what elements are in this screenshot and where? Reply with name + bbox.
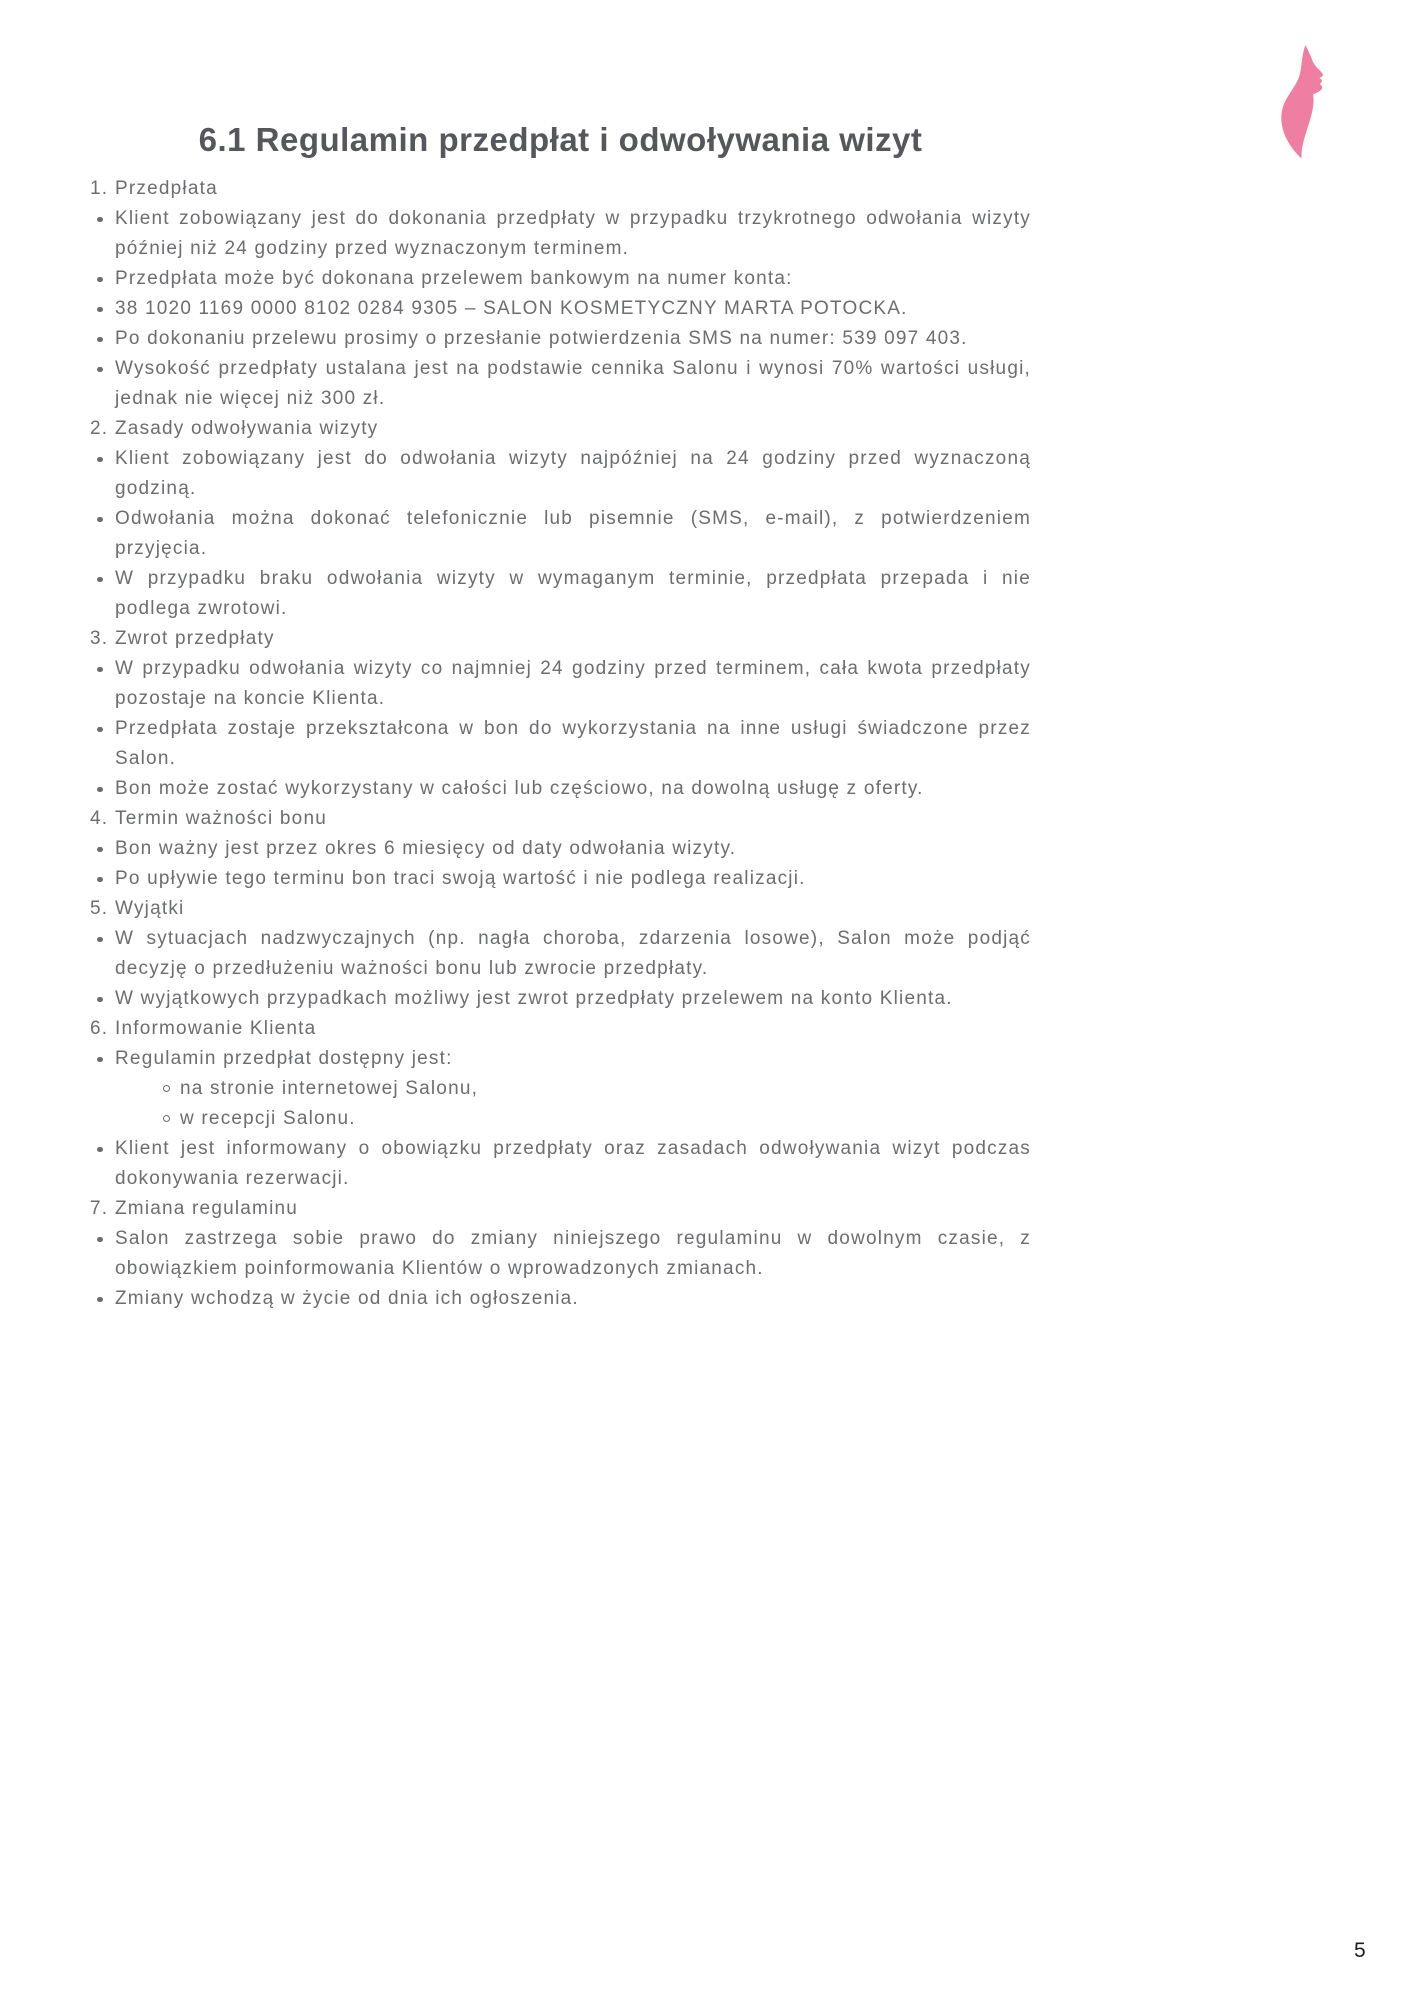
section-title: Przedpłata (115, 178, 218, 199)
bullet-item (90, 564, 1031, 624)
regulations-list (90, 174, 1031, 1314)
bullet-text: Odwołania można dokonać telefonicznie lub pisemnie (SMS, e-mail), z potwierdzeniem przyjęcia. (115, 508, 1031, 559)
bullet-text: W wyjątkowych przypadkach możliwy jest zwrot przedpłaty przelewem na konto Klienta. (115, 988, 953, 1009)
bullet-text: W sytuacjach nadzwyczajnych (np. nagła choroba, zdarzenia losowe), Salon może podjąć decyzję o przedłużeniu ważności bonu lub zwrocie przedpłaty. (115, 928, 1031, 979)
bullet-text: Wysokość przedpłaty ustalana jest na podstawie cennika Salonu i wynosi 70% wartości usługi, jednak nie więcej niż 300 zł. (115, 358, 1031, 409)
page-number: 5 (1354, 1939, 1367, 1962)
circle-bullet-icon (160, 1074, 180, 1104)
bullet-text: Klient jest informowany o obowiązku przedpłaty oraz zasadach odwoływania wizyt podczas dokonywania rezerwacji. (115, 1138, 1031, 1189)
bullet-dot-icon (90, 294, 115, 324)
section-title: Informowanie Klienta (115, 1018, 317, 1039)
bullet-text: Klient zobowiązany jest do dokonania przedpłaty w przypadku trzykrotnego odwołania wizyty później niż 24 godziny przed wyznaczonym terminem. (115, 208, 1031, 259)
bullet-item (90, 1044, 1031, 1074)
section-title: Termin ważności bonu (115, 808, 327, 829)
bullet-dot-icon (90, 1044, 115, 1074)
bullet-dot-icon (90, 834, 115, 864)
bullet-item (90, 264, 1031, 294)
bullet-dot-icon (90, 504, 115, 564)
bullet-dot-icon (90, 984, 115, 1014)
section-number: 5. (90, 898, 109, 919)
sub-bullet-item (160, 1074, 1031, 1104)
bullet-item (90, 714, 1031, 774)
bullet-text: Zmiany wchodzą w życie od dnia ich ogłoszenia. (115, 1288, 579, 1309)
bullet-dot-icon (90, 1134, 115, 1194)
bullet-text: Klient zobowiązany jest do odwołania wizyty najpóźniej na 24 godziny przed wyznaczoną godziną. (115, 448, 1031, 499)
bullet-text: Przedpłata może być dokonana przelewem bankowym na numer konta: (115, 268, 793, 289)
page-title: 6.1 Regulamin przedpłat i odwoływania wizyt (198, 121, 923, 158)
bullet-item (90, 864, 1031, 894)
bullet-dot-icon (90, 1284, 115, 1314)
document-content (90, 120, 1031, 1314)
bullet-text: 38 1020 1169 0000 8102 0284 9305 – SALON KOSMETYCZNY MARTA POTOCKA. (115, 298, 908, 319)
bullet-dot-icon (90, 1224, 115, 1284)
bullet-item (90, 294, 1031, 324)
bullet-item (90, 1224, 1031, 1284)
bullet-dot-icon (90, 264, 115, 294)
section-title: Zasady odwoływania wizyty (115, 418, 379, 439)
section-heading (90, 624, 1031, 654)
section-heading (90, 804, 1031, 834)
section-title: Zmiana regulaminu (115, 1198, 299, 1219)
section-heading (90, 1194, 1031, 1224)
sub-bullet-item (160, 1104, 1031, 1134)
bullet-dot-icon (90, 354, 115, 414)
bullet-dot-icon (90, 714, 115, 774)
bullet-item (90, 1134, 1031, 1194)
bullet-item (90, 654, 1031, 714)
bullet-item (90, 774, 1031, 804)
bullet-item (90, 204, 1031, 264)
bullet-dot-icon (90, 864, 115, 894)
section-number: 2. (90, 418, 109, 439)
bullet-dot-icon (90, 774, 115, 804)
bullet-dot-icon (90, 564, 115, 624)
section-number: 1. (90, 178, 109, 199)
bullet-text: Bon może zostać wykorzystany w całości lub częściowo, na dowolną usługę z oferty. (115, 778, 924, 799)
bullet-dot-icon (90, 924, 115, 984)
logo-shape (1281, 45, 1323, 159)
bullet-item (90, 324, 1031, 354)
section-title: Wyjątki (115, 898, 185, 919)
woman-face-profile-icon (1276, 45, 1332, 162)
bullet-dot-icon (90, 204, 115, 264)
bullet-item (90, 444, 1031, 504)
section-title: Zwrot przedpłaty (115, 628, 275, 649)
section-number: 6. (90, 1018, 109, 1039)
bullet-text: Przedpłata zostaje przekształcona w bon do wykorzystania na inne usługi świadczone przez Salon. (115, 718, 1031, 769)
section-heading (90, 894, 1031, 924)
bullet-dot-icon (90, 654, 115, 714)
bullet-text: Bon ważny jest przez okres 6 miesięcy od daty odwołania wizyty. (115, 838, 737, 859)
bullet-text: Salon zastrzega sobie prawo do zmiany niniejszego regulaminu w dowolnym czasie, z obowiązkiem poinformowania Klientów o wprowadzonych zmianach. (115, 1228, 1031, 1279)
bullet-dot-icon (90, 444, 115, 504)
sub-bullet-text: w recepcji Salonu. (180, 1108, 356, 1129)
section-heading (90, 174, 1031, 204)
circle-bullet-icon (160, 1104, 180, 1134)
bullet-item (90, 924, 1031, 984)
bullet-text: Regulamin przedpłat dostępny jest: (115, 1048, 453, 1069)
section-heading (90, 414, 1031, 444)
bullet-item (90, 504, 1031, 564)
bullet-text: Po upływie tego terminu bon traci swoją wartość i nie podlega realizacji. (115, 868, 806, 889)
bullet-text: W przypadku braku odwołania wizyty w wymaganym terminie, przedpłata przepada i nie podlega zwrotowi. (115, 568, 1031, 619)
section-number: 3. (90, 628, 109, 649)
section-number: 7. (90, 1198, 109, 1219)
bullet-text: W przypadku odwołania wizyty co najmniej 24 godziny przed terminem, cała kwota przedpłaty pozostaje na koncie Klienta. (115, 658, 1031, 709)
section-number: 4. (90, 808, 109, 829)
bullet-text: Po dokonaniu przelewu prosimy o przesłanie potwierdzenia SMS na numer: 539 097 403. (115, 328, 968, 349)
bullet-item (90, 834, 1031, 864)
bullet-item (90, 1284, 1031, 1314)
bullet-item (90, 984, 1031, 1014)
sub-bullet-text: na stronie internetowej Salonu, (180, 1078, 479, 1099)
bullet-dot-icon (90, 324, 115, 354)
section-heading (90, 1014, 1031, 1044)
bullet-item (90, 354, 1031, 414)
